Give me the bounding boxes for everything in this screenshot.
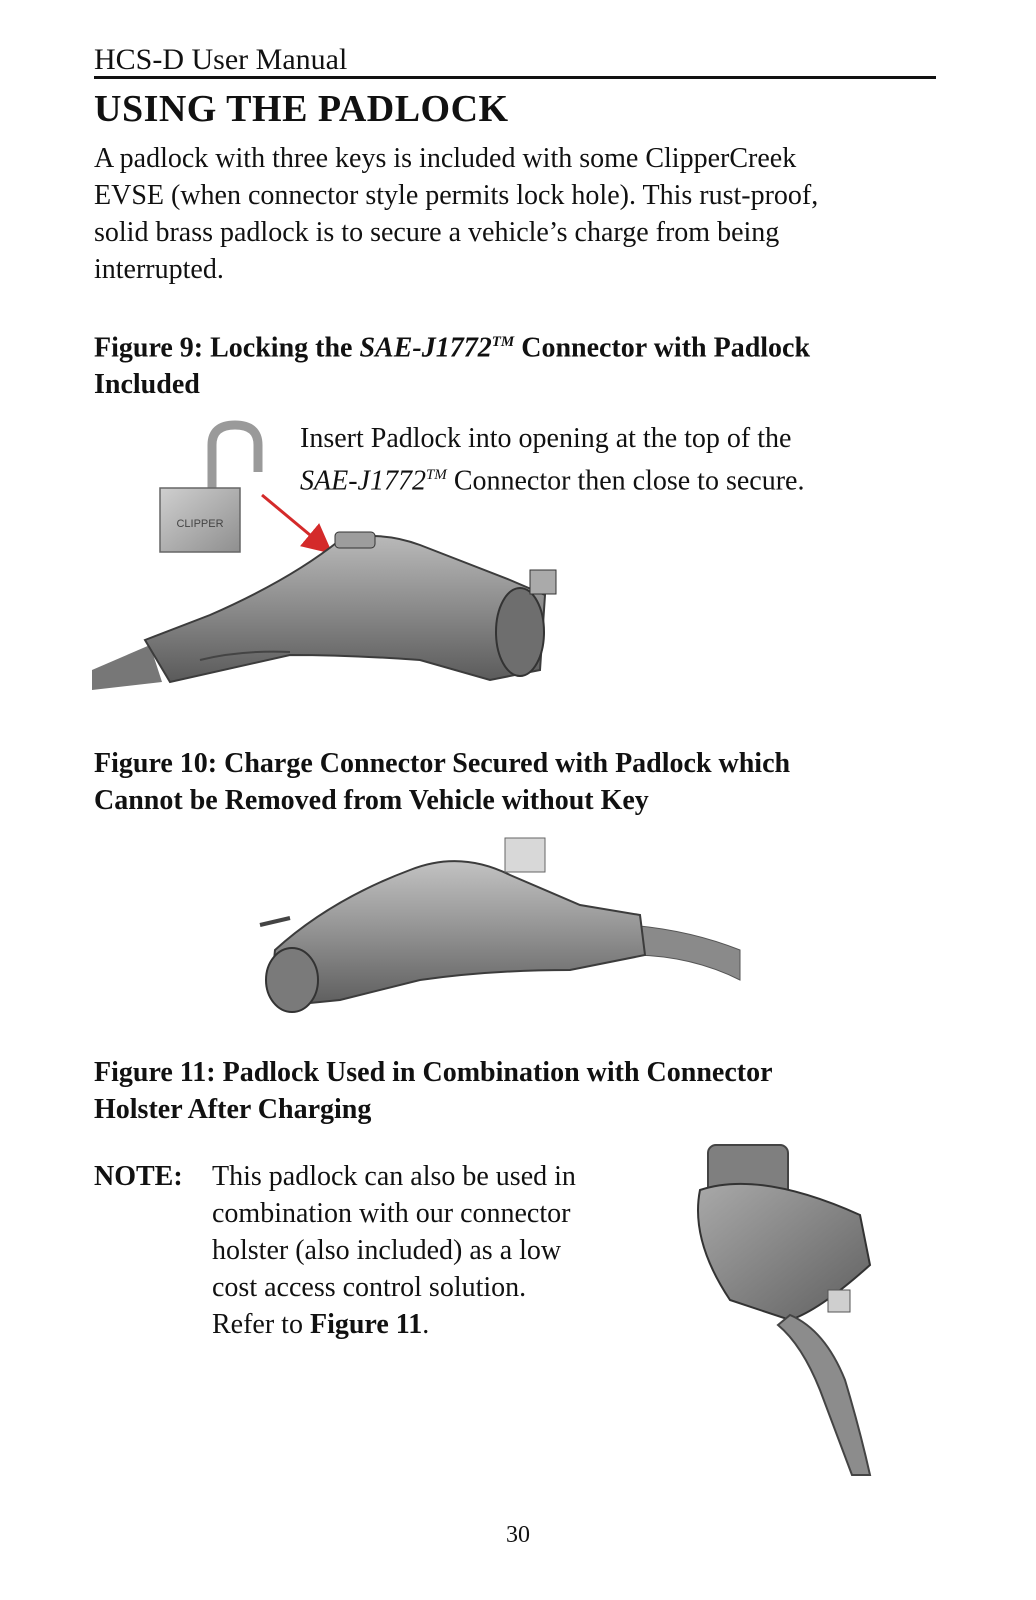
intro-line: A padlock with three keys is included with some ClipperCreek [94,143,797,174]
connector-handle [145,536,545,682]
figure9-instruction: Insert Padlock into opening at the top of the SAE-J1772™ Connector then close to secure. [300,423,805,497]
padlock-label: CLIPPER [176,518,224,530]
section-title: USING THE PADLOCK [94,88,509,130]
cable [630,925,740,980]
padlock-body [505,838,545,872]
figure-reference: Figure 11 [309,1309,423,1340]
intro-line: EVSE (when connector style permits lock hole). This rust-proof, [94,180,819,211]
arrow-icon [262,495,328,550]
figure9-illustration [90,420,570,710]
connector-face [496,588,544,676]
hook [260,918,290,925]
running-header: HCS-D User Manual [94,43,348,76]
connector-face [266,948,318,1012]
padlock-body [828,1290,850,1312]
intro-line: solid brass padlock is to secure a vehicle’s charge from being [94,217,780,248]
figure10-caption: Figure 10: Charge Connector Secured with Padlock which Cannot be Removed from Vehicle without Key [94,748,791,816]
connector-handle [274,861,645,1005]
figure9-caption: Figure 9: Locking the SAE-J1772™ Connector with Padlock Included [94,332,811,401]
page-number: 30 [506,1522,530,1548]
note-body: This padlock can also be used in combination with our connector holster (also included) as a low cost access control solution. Refer to Figure 11. [212,1161,576,1340]
figure10-illustration [250,830,750,1020]
connector-latch [335,532,375,548]
padlock-shackle [212,425,258,490]
intro-line: interrupted. [94,254,224,285]
figure11-illustration [670,1130,900,1480]
connector-tab [530,570,556,594]
connector-handle [778,1315,870,1475]
header-rule [94,76,936,79]
figure11-caption: Figure 11: Padlock Used in Combination with Connector Holster After Charging [94,1057,773,1125]
intro-paragraph [94,140,936,288]
note-label: NOTE: [94,1161,183,1192]
